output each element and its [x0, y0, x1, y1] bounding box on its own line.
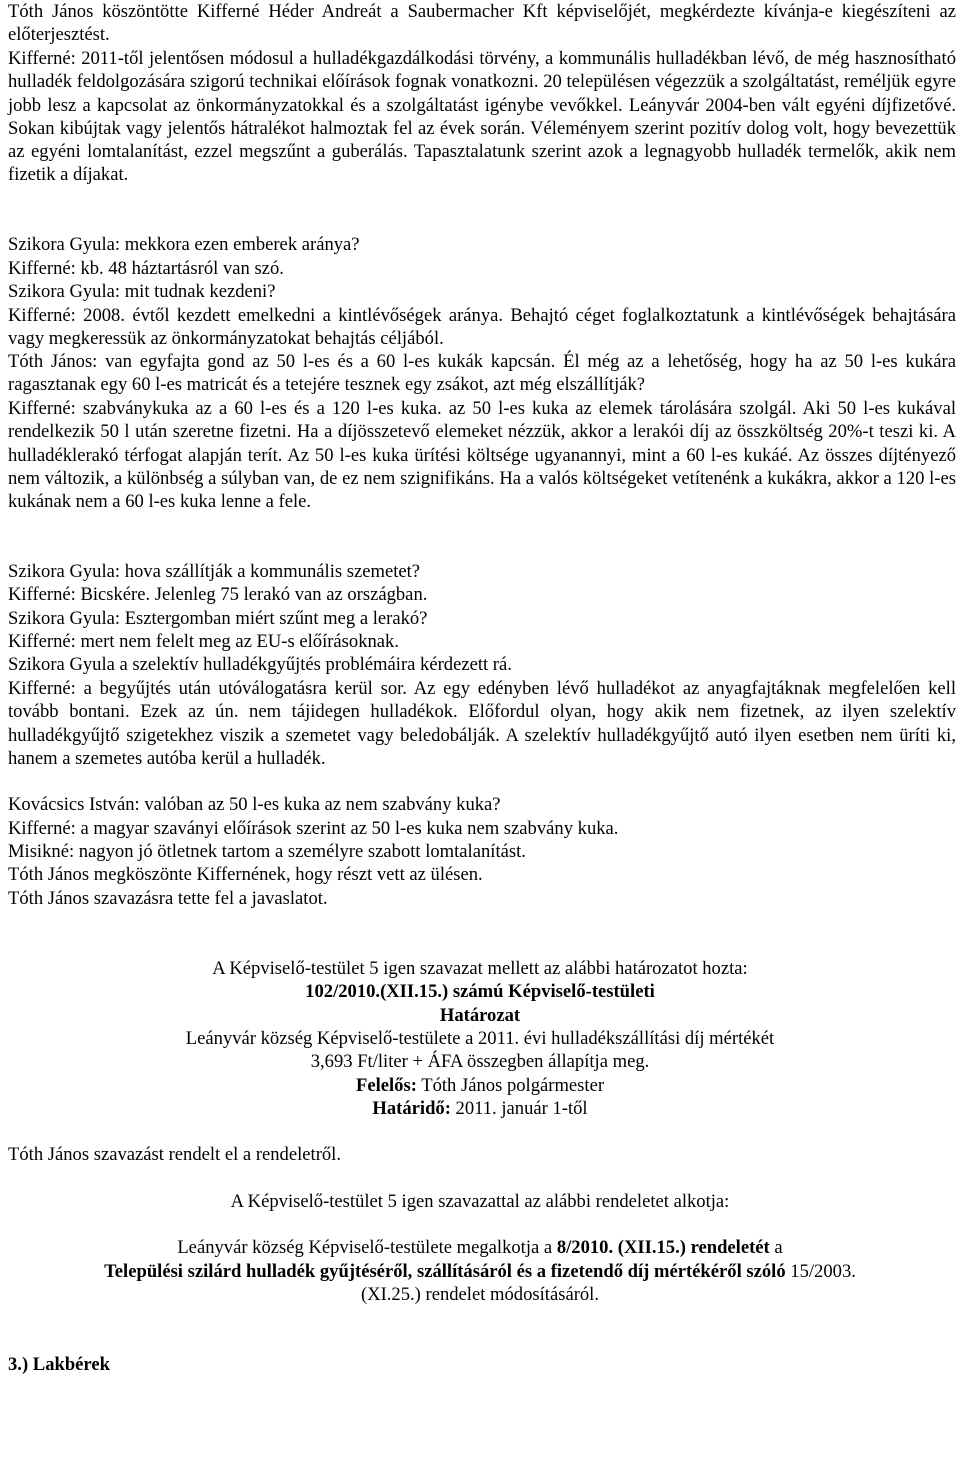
decree-line-2 [0, 1260, 960, 1283]
minutes-answer-standard: Kifferné: a magyar szaványi előírások szerint az 50 l-es kuka nem szabvány kuka. [8, 818, 619, 839]
resolution-heading: Határozat [439, 1005, 521, 1026]
minutes-question-transport: Szikora Gyula: hova szállítják a kommunális szemetet? [8, 561, 421, 582]
resolution-text-line-1: Leányvár község Képviselő-testülete a 2011. évi hulladékszállítási díj mértékét [185, 1028, 775, 1049]
decree-vote: A Képviselő-testület 5 igen szavazattal az alábbi rendeletet alkotja: [230, 1191, 730, 1212]
minutes-answer-ratio: Kifferné: kb. 48 háztartásról van szó. [8, 258, 284, 279]
responsible-value: Tóth János polgármester [416, 1075, 605, 1096]
minutes-selective-answer: Kifferné: a begyűjtés után utóválogatásra kerül sor. Az egy edényben lévő hulladékot az anyagfajtáknak megfelelően kell tovább bontani. Ezek az ún. nem tájidegen hulladékok. Előfordul olyan, hogy akik nem fizetnek, az ilyen szelektív hulladékgyűjtő szigetekhez viszik a szemetet vagy beledobálják. A szelektív hulladékgyűjtő autó ilyen esetben nem üríti ki, hanem a szemetes autóba kerül a hulladék. [8, 678, 956, 769]
decree-line-1-start: Leányvár község Képviselő-testülete megalkotja a [177, 1237, 557, 1258]
resolution-number: 102/2010.(XII.15.) számú Képviselő-testületi [305, 981, 655, 1002]
minutes-thanks: Tóth János megköszönte Kiffernének, hogy részt vett az ülésen. [8, 864, 483, 885]
minutes-vote-call: Tóth János szavazásra tette fel a javaslatot. [8, 888, 328, 909]
responsible-label: Felelős: [355, 1075, 417, 1096]
minutes-question-standard: Kovácsics István: valóban az 50 l-es kuka az nem szabvány kuka? [8, 794, 501, 815]
minutes-selective-question: Szikora Gyula a szelektív hulladékgyűjtés problémáira kérdezett rá. [8, 654, 512, 675]
minutes-answer-action: Kifferné: 2008. évtől kezdett emelkedni a kintlévőségek aránya. Behajtó céget foglalkoztatunk a kintlévőségek behajtására vagy megkeressük az önkormányzatokat behajtás céljából. [8, 305, 956, 350]
decree-number: 8/2010. (XII.15.) rendeletét [556, 1237, 770, 1258]
deadline-value: 2011. január 1-től [450, 1098, 588, 1119]
minutes-paragraph-1: Tóth János köszöntötte Kifferné Héder Andreát a Saubermacher Kft képviselőjét, megkérdezte kívánja-e kiegészíteni az előterjesztést. [8, 1, 956, 46]
minutes-comment-misikne: Misikné: nagyon jó ötletnek tartom a személyre szabott lomtalanítást. [8, 841, 526, 862]
resolution-vote: A Képviselő-testület 5 igen szavazat mellett az alábbi határozatot hozta: [212, 958, 748, 979]
resolution-deadline [0, 1097, 960, 1120]
decree-line-1-end: a [769, 1237, 783, 1258]
minutes-answer-transport: Kifferné: Bicskére. Jelenleg 75 lerakó van az országban. [8, 584, 428, 605]
decree-subject: Települési szilárd hulladék gyűjtéséről, szállításáról és a fizetendő díj mértékéről szóló [104, 1261, 786, 1282]
minutes-question-ratio: Szikora Gyula: mekkora ezen emberek aránya? [8, 234, 360, 255]
minutes-bin-answer: Kifferné: szabványkuka az a 60 l-es és a 120 l-es kuka. az 50 l-es kuka az elemek tárolására szolgál. Aki 50 l-es kukával rendelkezik 50 l után szeretne fizetni. Ha a díjösszetevő elemeket nézzük, akkor a lerakói díj az összköltség 20%-t teszi ki. A hulladéklerakó térfogat alapján terít. Az 50 l-es kuka ürítési költsége ugyanannyi, mint a 60 l-es kukáé. Az összes díjtényező nem változik, a különbség a súlyban van, de ez nem szignifikáns. Ha a valós költségeket vetítenénk a kukákra, akkor a 120 l-es kukának nem a 60 l-es kuka lenne a fele. [8, 398, 956, 513]
decree-line-1 [0, 1236, 960, 1259]
deadline-label: Határidő: [372, 1098, 451, 1119]
minutes-question-esztergom: Szikora Gyula: Esztergomban miért szűnt meg a lerakó? [8, 608, 428, 629]
minutes-answer-esztergom: Kifferné: mert nem felelt meg az EU-s előírásoknak. [8, 631, 400, 652]
minutes-paragraph-kifferne-intro: Kifferné: 2011-től jelentősen módosul a hulladékgazdálkodási törvény, a kommunális hulladékban lévő, de még hasznosítható hulladék feldolgozására szigorú technikai előírások fognak vonatkozni. 20 településen végezzük a szolgáltatást, reméljük egyre jobb lesz a kapcsolat az önkormányzatokkal és a szolgáltatást igénybe vevőkkel. Leányvár 2004-ben vált egyéni díjfizetővé. Sokan kibújtak vagy jelentős hátralékot halmoztak fel az évek során. Véleményem szerint pozitív dolog volt, hogy bevezettük az egyéni lomtalanítást, ezzel megszűnt a guberálás. Tapasztalatunk szerint azok a legnagyobb hulladék termelők, akik nem fizetik a díjakat. [8, 48, 956, 186]
minutes-bin-question: Tóth János: van egyfajta gond az 50 l-es és a 60 l-es kukák kapcsán. Él még az a lehetőség, hogy ha az 50 l-es kukára ragasztanak egy 60 l-es matricát és a tetejére tesznek egy zsákot, azt még elszállítják? [8, 351, 956, 396]
resolution-text-line-2: 3,693 Ft/liter + ÁFA összegben állapítja meg. [310, 1051, 650, 1072]
decree-intro: Tóth János szavazást rendelt el a rendeletről. [8, 1144, 341, 1165]
decree-line-2-end: 15/2003. [785, 1261, 856, 1282]
resolution-responsible [0, 1074, 960, 1097]
decree-line-3: (XI.25.) rendelet módosításáról. [360, 1284, 600, 1305]
next-section-heading: 3.) Lakbérek [8, 1354, 110, 1375]
minutes-question-action: Szikora Gyula: mit tudnak kezdeni? [8, 281, 276, 302]
